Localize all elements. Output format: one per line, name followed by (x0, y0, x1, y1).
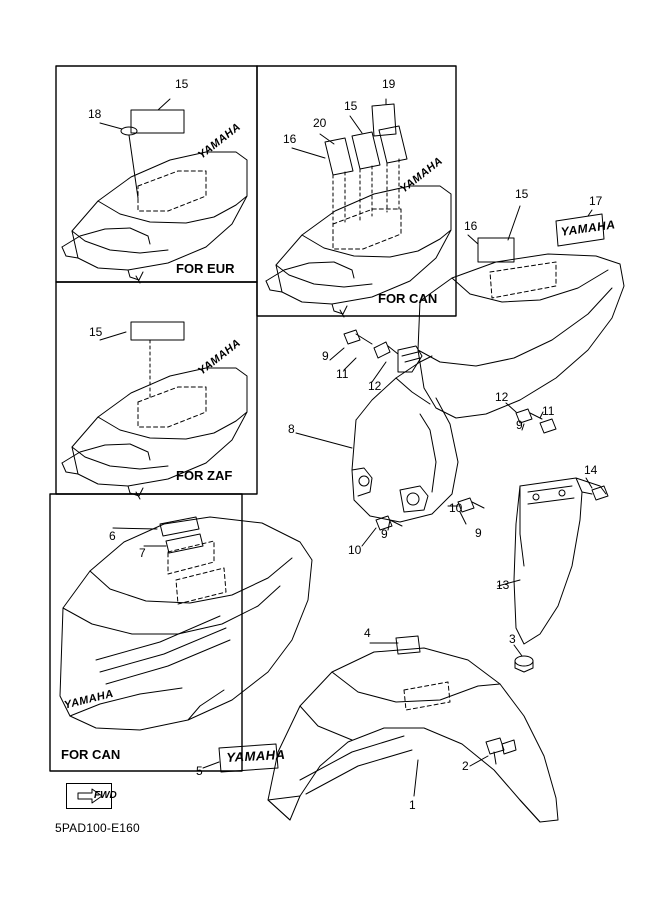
callout-17: 17 (589, 194, 603, 208)
panel-title-can-top: FOR CAN (378, 291, 438, 306)
callout-14: 14 (584, 463, 598, 477)
panel-title-eur: FOR EUR (176, 261, 235, 276)
callout-20: 20 (313, 116, 327, 130)
panel-title-zaf: FOR ZAF (176, 468, 233, 483)
callout-16-can: 16 (283, 132, 297, 146)
callout-6: 6 (109, 529, 116, 543)
callout-7: 7 (139, 546, 146, 560)
callout-15-can: 15 (344, 99, 358, 113)
callout-5: 5 (196, 764, 203, 778)
decal-yamaha-front-fender: YAMAHA (226, 746, 286, 765)
callout-10-right: 10 (449, 501, 463, 515)
callout-10-left: 10 (348, 543, 362, 557)
callout-9-top: 9 (322, 349, 329, 363)
decal-yamaha-emblem: YAMAHA (560, 217, 617, 239)
callout-13: 13 (496, 578, 510, 592)
decal-yamaha-can-bottom: YAMAHA (63, 687, 115, 712)
callout-9-lower-left: 9 (381, 527, 388, 541)
callout-11-right: 11 (542, 404, 555, 418)
callout-8: 8 (288, 422, 295, 436)
decal-yamaha-can-top: YAMAHA (398, 154, 446, 196)
callout-15-eur: 15 (175, 77, 189, 91)
callout-1: 1 (409, 798, 416, 812)
callout-16-fender: 16 (464, 219, 478, 233)
panel-title-can-bottom: FOR CAN (61, 747, 121, 762)
drawing-code: 5PAD100-E160 (55, 821, 140, 835)
decal-yamaha-eur: YAMAHA (196, 120, 244, 162)
callout-9-right: 9 (516, 418, 523, 432)
callout-9-lower-right: 9 (475, 526, 482, 540)
callout-12-top: 12 (368, 379, 382, 393)
callout-4: 4 (364, 626, 371, 640)
callout-18: 18 (88, 107, 102, 121)
callout-15-zaf: 15 (89, 325, 103, 339)
callout-15-fender: 15 (515, 187, 529, 201)
decal-yamaha-zaf: YAMAHA (196, 336, 244, 378)
callout-3: 3 (509, 632, 516, 646)
callout-2: 2 (462, 759, 469, 773)
fwd-marker-label: FWD (94, 790, 117, 801)
callout-12-right: 12 (495, 390, 509, 404)
callout-11-top: 11 (336, 367, 349, 381)
callout-19: 19 (382, 77, 396, 91)
